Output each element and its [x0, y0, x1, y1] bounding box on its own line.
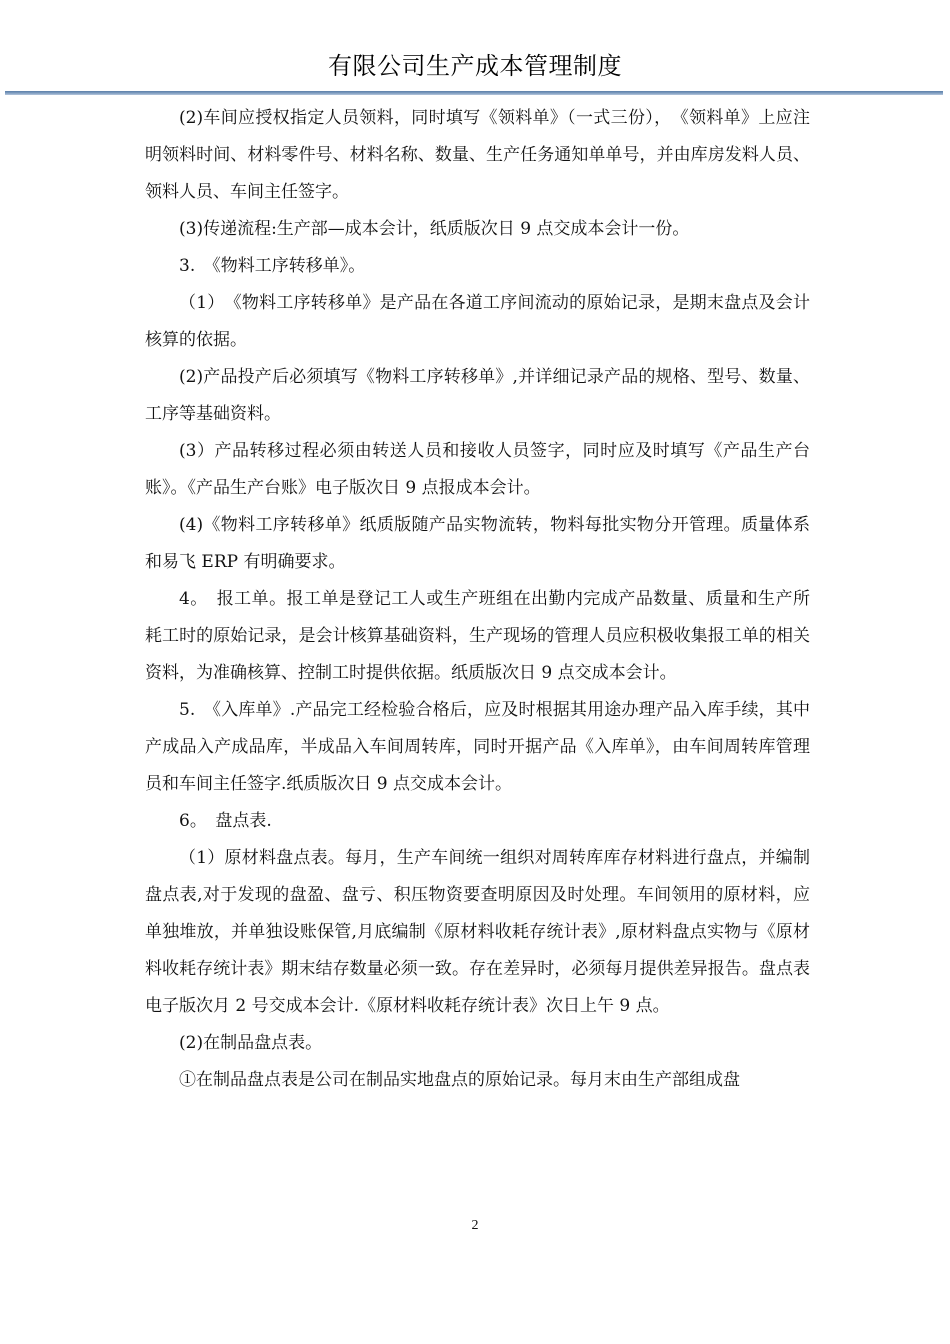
paragraph: (3)传递流程:生产部—成本会计，纸质版次日 9 点交成本会计一份。: [179, 219, 690, 239]
header-divider: [5, 91, 943, 95]
paragraph: (2)在制品盘点表。: [179, 1033, 323, 1053]
page-number: 2: [471, 1218, 479, 1233]
paragraph: (2)产品投产后必须填写《物料工序转移单》,并详细记录产品的规格、型号、数量、工序等基础资料。: [145, 367, 810, 424]
paragraph: 6。 盘点表.: [179, 811, 272, 831]
paragraph: ①在制品盘点表是公司在制品实地盘点的原始记录。每月末由生产部组成盘: [179, 1070, 740, 1090]
document-body: [145, 100, 810, 1099]
page-header-title: 有限公司生产成本管理制度: [328, 52, 622, 80]
paragraph: （1） 《物料工序转移单》是产品在各道工序间流动的原始记录，是期末盘点及会计核算的依据。: [145, 293, 810, 350]
paragraph: 3. 《物料工序转移单》。: [179, 256, 366, 276]
paragraph: (2)车间应授权指定人员领料，同时填写《领料单》（一式三份）， 《领料单》上应注明领料时间、材料零件号、材料名称、数量、生产任务通知单单号，并由库房发料人员、领料人员、车间主任签字。: [145, 108, 810, 202]
paragraph: 4。 报工单。报工单是登记工人或生产班组在出勤内完成产品数量、质量和生产所耗工时的原始记录，是会计核算基础资料，生产现场的管理人员应积极收集报工单的相关资料，为准确核算、控制工时提供依据。纸质版次日 9 点交成本会计。: [145, 589, 810, 683]
paragraph: （1）原材料盘点表。每月，生产车间统一组织对周转库库存材料进行盘点，并编制盘点表,对于发现的盘盈、盘亏、积压物资要查明原因及时处理。车间领用的原材料，应单独堆放，并单独设账保管,月底编制《原材料收耗存统计表》,原材料盘点实物与《原材料收耗存统计表》期末结存数量必须一致。存在差异时，必须每月提供差异报告。盘点表电子版次月 2 号交成本会计.《原材料收耗存统计表》次日上午 9 点。: [145, 848, 810, 1016]
paragraph: 5. 《入库单》.产品完工经检验合格后，应及时根据其用途办理产品入库手续，其中产成品入产成品库，半成品入车间周转库，同时开据产品《入库单》，由车间周转库管理员和车间主任签字.纸质版次日 9 点交成本会计。: [145, 700, 810, 794]
paragraph: (4)《物料工序转移单》纸质版随产品实物流转，物料每批实物分开管理。质量体系和易飞 ERP 有明确要求。: [145, 515, 810, 572]
paragraph: (3）产品转移过程必须由转送人员和接收人员签字，同时应及时填写《产品生产台账》。《产品生产台账》电子版次日 9 点报成本会计。: [145, 441, 810, 498]
